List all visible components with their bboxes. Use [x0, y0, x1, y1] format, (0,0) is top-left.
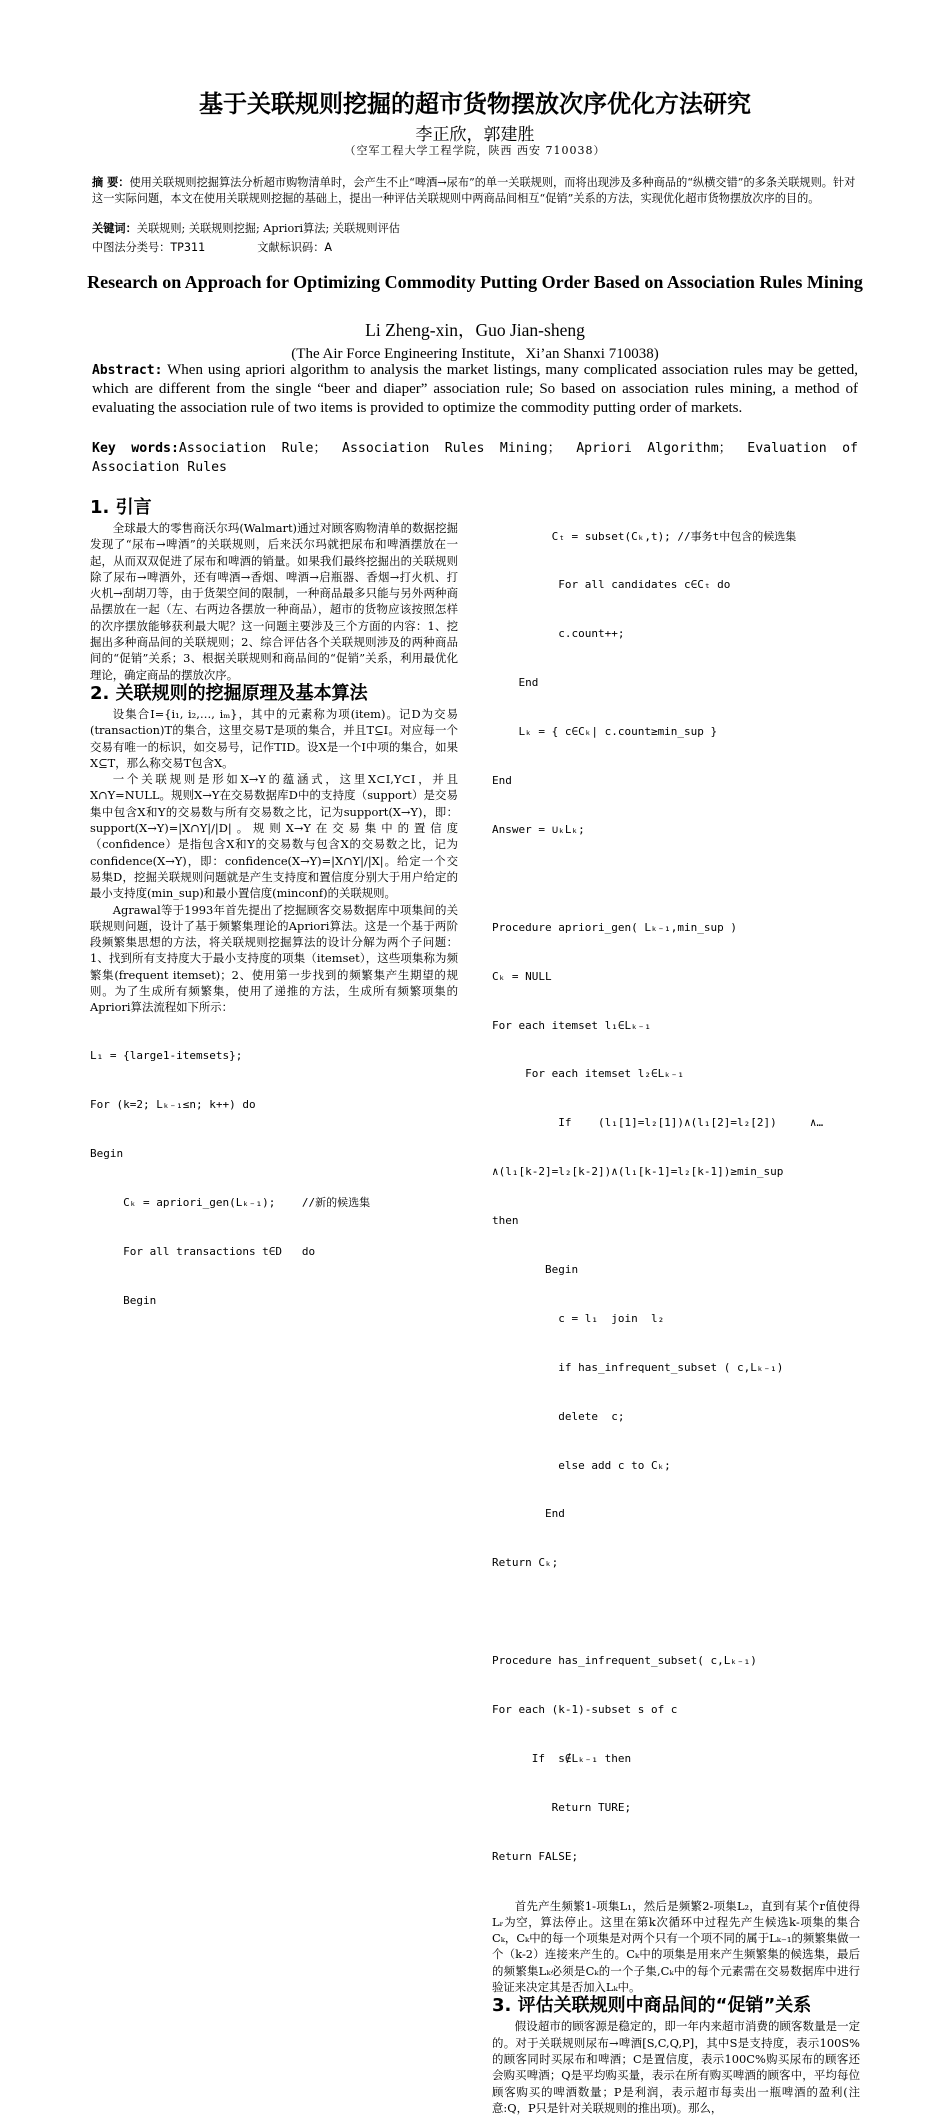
- code-line: Procedure has_infrequent_subset( c,Lₖ₋₁): [492, 1654, 757, 1668]
- english-abstract: [92, 361, 858, 418]
- code-line: End: [492, 676, 539, 690]
- abstract-cn: [92, 175, 858, 206]
- code-line: For (k=2; Lₖ₋₁≤n; k++) do: [90, 1098, 256, 1112]
- section-1-paragraph: 全球最大的零售商沃尔玛(Walmart)通过对顾客购物清单的数据挖掘发现了“尿布→啤酒”的关联规则，后来沃尔玛就把尿布和啤酒摆放在一起，从而双双促进了尿布和啤酒的销量。如果我们最终挖掘出的关联规则除了尿布→啤酒外，还有啤酒→香烟、啤酒→启瓶器、香烟→打火机、打火机→刮胡刀等，由于货架空间的限制，一种商品最多只能与另外两种商品摆放在一起（左、右两边各摆放一种商品），超市的货物应该按照怎样的次序摆放能够获利最大呢？这一问题主要涉及三个方面的内容：1、挖掘出多种商品间的关联规则；2、综合评估各个关联规则涉及的两种商品间的“促销”关系；3、根据关联规则和商品间的“促销”关系，利用最优化理论，确定商品的摆放次序。: [90, 521, 458, 682]
- code-line: L₁ = {large1-itemsets};: [90, 1049, 243, 1063]
- abstract-label: 摘 要：: [92, 176, 130, 189]
- code-line: For each (k-1)-subset s of c: [492, 1702, 678, 1716]
- code-line: Answer = ∪ₖLₖ;: [492, 822, 585, 836]
- code-line: Cₖ = NULL: [492, 969, 552, 983]
- code-line: For all transactions t∈D do: [90, 1244, 316, 1258]
- code-line: Procedure apriori_gen( Lₖ₋₁,min_sup ): [492, 920, 738, 934]
- code-line: Begin: [90, 1146, 124, 1160]
- code-line: Lₖ = { c∈Cₖ| c.count≥min_sup }: [492, 725, 718, 739]
- section-2-paragraph-2: 一个关联规则是形如X→Y的蕴涵式，这里X⊂I,Y⊂I，并且X∩Y=NULL。规则X→Y在交易数据库D中的支持度（support）是交易集中包含X和Y的交易数与所有交易数之比，记为support(X→Y)，即：support(X→Y)=|X∩Y|/|D|。规则X→Y在交易集中的置信度（confidence）是指包含X和Y的交易数与包含X的交易数之比，记为confidence(X→Y)，即：confidence(X→Y)=|X∩Y|/|X|。给定一个交易集D，挖掘关联规则问题就是产生支持度和置信度分别大于用户给定的最小支持度(min_sup)和最小置信度(minconf)的关联规则。: [90, 772, 458, 901]
- code-line: c.count++;: [492, 627, 625, 641]
- english-abstract-label: Abstract:: [92, 363, 163, 378]
- english-authors: Li Zheng-xin，Guo Jian-sheng: [365, 320, 585, 340]
- code-line: ∧(l₁[k-2]=l₂[k-2])∧(l₁[k-1]=l₂[k-1])≥min_sup: [492, 1165, 784, 1179]
- left-column: [90, 497, 458, 1342]
- code-line: if has_infrequent_subset ( c,Lₖ₋₁): [492, 1360, 784, 1374]
- authors: 李正欣，郭建胜: [415, 125, 535, 145]
- apriori-code-right: [492, 496, 860, 871]
- clc-value: TP311: [170, 241, 206, 254]
- code-line: If (l₁[1]=l₂[1])∧(l₁[2]=l₂[2]) ∧…: [492, 1116, 824, 1130]
- abstract-text: 使用关联规则挖掘算法分析超市购物清单时，会产生不止“啤酒→尿布”的单一关联规则，而将出现涉及多种商品的“纵横交错”的多条关联规则。针对这一实际问题，本文在使用关联规则挖掘的基础上，提出一种评估关联规则中两商品间相互“促销”关系的方法，实现优化超市货物摆放次序的目的。: [92, 176, 856, 205]
- code-line: If s∉Lₖ₋₁ then: [492, 1751, 632, 1765]
- english-title: Research on Approach for Optimizing Commodity Putting Order Based on Association Rules Mining: [87, 272, 863, 292]
- doc-code-label: 文献标识码：: [257, 241, 325, 254]
- section-2-paragraph-1: 设集合I={i₁, i₂,…, iₘ}，其中的元素称为项(item)。记D为交易(transaction)T的集合，这里交易T是项的集合，并且T⊆I。对应每一个交易有唯一的标识，如交易号，记作TID。设X是一个I中项的集合，如果X⊆T，那么称交易T包含X。: [90, 706, 458, 770]
- apriori-code-left: [90, 1016, 458, 1342]
- code-line: Begin: [492, 1262, 579, 1276]
- paper-title: 基于关联规则挖掘的超市货物摆放次序优化方法研究: [199, 90, 751, 118]
- code-line: Return Cₖ;: [492, 1556, 559, 1570]
- section-3-heading: 3. 评估关联规则中商品间的“促销”关系: [492, 1995, 812, 2017]
- code-line: then: [492, 1214, 519, 1228]
- code-line: Begin: [90, 1293, 157, 1307]
- right-column: [492, 496, 860, 2116]
- affiliation: （空军工程大学工程学院，陕西 西安 710038）: [344, 144, 606, 157]
- english-affiliation: (The Air Force Engineering Institute，Xi’an Shanxi 710038): [291, 346, 659, 362]
- apriori-gen-code: [492, 887, 860, 1604]
- classification-line: [92, 239, 858, 255]
- code-line: Cₖ = apriori_gen(Lₖ₋₁); //新的候选集: [90, 1195, 371, 1209]
- code-line: Return TURE;: [492, 1800, 632, 1814]
- section-1-heading: 1. 引言: [90, 497, 152, 518]
- section-2-paragraph-3: Agrawal等于1993年首先提出了挖掘顾客交易数据库中项集间的关联规则问题，设计了基于频繁集理论的Apriori算法。这是一个基于两阶段频繁集思想的方法，将关联规则挖掘算法的设计分解为两个子问题：1、找到所有支持度大于最小支持度的项集（itemset），这些项集称为频繁集(frequent itemset)；2、使用第一步找到的频繁集产生期望的规则。为了生成所有频繁集，使用了递推的方法，生成所有频繁项集的Apriori算法流程如下所示：: [90, 902, 458, 1015]
- keywords-label: 关键词：: [92, 222, 137, 235]
- english-abstract-text: When using apriori algorithm to analysis the market listings, many complicated association rules may be getted, which are different from the single “beer and diaper” association rule; So based on association rules mining, a method of evaluating the association rule of two items is provided to optimize the commodity putting order of markets.: [92, 362, 858, 416]
- english-keywords: [92, 439, 858, 477]
- has-infrequent-subset-code: [492, 1620, 860, 1897]
- section-2-paragraph-4: 首先产生频繁1-项集L₁，然后是频繁2-项集L₂，直到有某个r值使得Lᵣ为空，算法停止。这里在第k次循环中过程先产生候选k-项集的集合Cₖ，Cₖ中的每一个项集是对两个只有一个项不同的属于Lₖ₋₁的频繁集做一个（k-2）连接来产生的。Cₖ中的项集是用来产生频繁集的候选集，最后的频繁集Lₖ必须是Cₖ的一个子集,Cₖ中的每个元素需在交易数据库中进行验证来决定其是否加入Lₖ中。: [492, 1898, 860, 1995]
- english-keywords-text: Association Rule； Association Rules Mining； Apriori Algorithm； Evaluation of Association Rules: [92, 441, 858, 475]
- code-line: End: [492, 774, 512, 788]
- section-3-paragraph: 假设超市的顾客源是稳定的，即一年内来超市消费的顾客数量是一定的。对于关联规则尿布→啤酒[S,C,Q,P]，其中S是支持度，表示100S%的顾客同时买尿布和啤酒；C是置信度，表示100C%购买尿布的顾客还会购买啤酒；Q是平均购买量，表示在所有购买啤酒的顾客中，平均每位顾客购买的啤酒数量；P是利润，表示超市每卖出一瓶啤酒的盈利(注意:Q，P只是针对关联规则的推出项)。那么，: [492, 2019, 860, 2115]
- clc-label: 中图法分类号：: [92, 241, 171, 254]
- code-line: For each itemset l₂∈Lₖ₋₁: [492, 1067, 685, 1081]
- keywords-text: 关联规则; 关联规则挖掘; Apriori算法; 关联规则评估: [136, 222, 400, 235]
- doc-code-value: A: [324, 241, 333, 254]
- code-line: else add c to Cₖ;: [492, 1458, 671, 1472]
- code-line: Return FALSE;: [492, 1849, 579, 1863]
- code-line: delete c;: [492, 1409, 625, 1423]
- code-line: Cₜ = subset(Cₖ,t); //事务t中包含的候选集: [492, 529, 797, 543]
- keywords-cn: [92, 221, 858, 237]
- code-line: c = l₁ join l₂: [492, 1311, 665, 1325]
- code-line: For each itemset l₁∈Lₖ₋₁: [492, 1018, 651, 1032]
- section-2-heading: 2. 关联规则的挖掘原理及基本算法: [90, 682, 368, 704]
- code-line: End: [492, 1507, 565, 1521]
- english-keywords-label: Key words:: [92, 441, 179, 456]
- code-line: For all candidates c∈Cₜ do: [492, 578, 731, 592]
